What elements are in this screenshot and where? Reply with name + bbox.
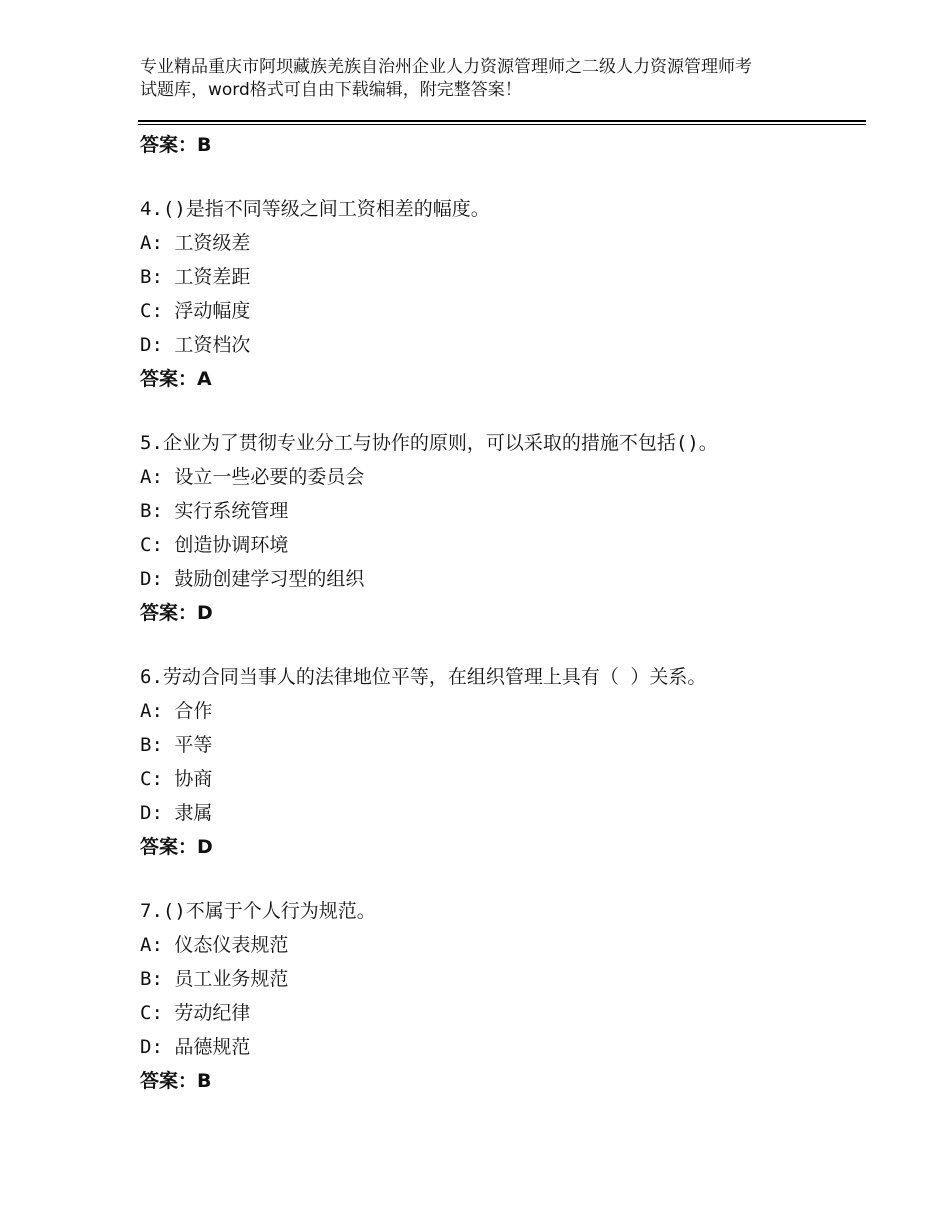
option-c: C: 协商	[140, 768, 213, 790]
question-5	[140, 426, 860, 630]
option-b: B: 平等	[140, 734, 213, 756]
option-b: B: 实行系统管理	[140, 500, 289, 522]
answer-label: 答案：A	[140, 368, 212, 390]
document-body	[140, 128, 860, 1098]
header-line-1: 专业精品重庆市阿坝藏族羌族自治州企业人力资源管理师之二级人力资源管理师考	[140, 57, 752, 77]
option-a: A: 合作	[140, 700, 213, 722]
option-a: A: 仪态仪表规范	[140, 934, 289, 956]
option-d: D: 品德规范	[140, 1036, 251, 1058]
header-line-2: 试题库，word格式可自由下载编辑，附完整答案！	[140, 80, 522, 100]
option-a: A: 工资级差	[140, 232, 251, 254]
option-b: B: 员工业务规范	[140, 968, 289, 990]
answer-label: 答案：D	[140, 836, 213, 858]
answer-label: 答案：B	[140, 134, 212, 156]
option-d: D: 隶属	[140, 802, 213, 824]
question-4	[140, 192, 860, 396]
option-c: C: 浮动幅度	[140, 300, 251, 322]
question-text: 7.()不属于个人行为规范。	[140, 900, 376, 922]
answer-label: 答案：D	[140, 602, 213, 624]
option-a: A: 设立一些必要的委员会	[140, 466, 365, 488]
divider-thick-line	[138, 120, 866, 122]
document-header	[140, 56, 840, 102]
question-7	[140, 894, 860, 1098]
divider-thin-line	[138, 124, 866, 125]
question-text: 4.()是指不同等级之间工资相差的幅度。	[140, 198, 490, 220]
option-c: C: 劳动纪律	[140, 1002, 251, 1024]
question-text: 5.企业为了贯彻专业分工与协作的原则，可以采取的措施不包括()。	[140, 432, 718, 454]
option-b: B: 工资差距	[140, 266, 251, 288]
option-d: D: 鼓励创建学习型的组织	[140, 568, 365, 590]
header-divider	[138, 120, 866, 126]
question-text: 6.劳动合同当事人的法律地位平等，在组织管理上具有（ ）关系。	[140, 666, 707, 688]
option-c: C: 创造协调环境	[140, 534, 289, 556]
option-d: D: 工资档次	[140, 334, 251, 356]
question-6	[140, 660, 860, 864]
answer-label: 答案：B	[140, 1070, 212, 1092]
